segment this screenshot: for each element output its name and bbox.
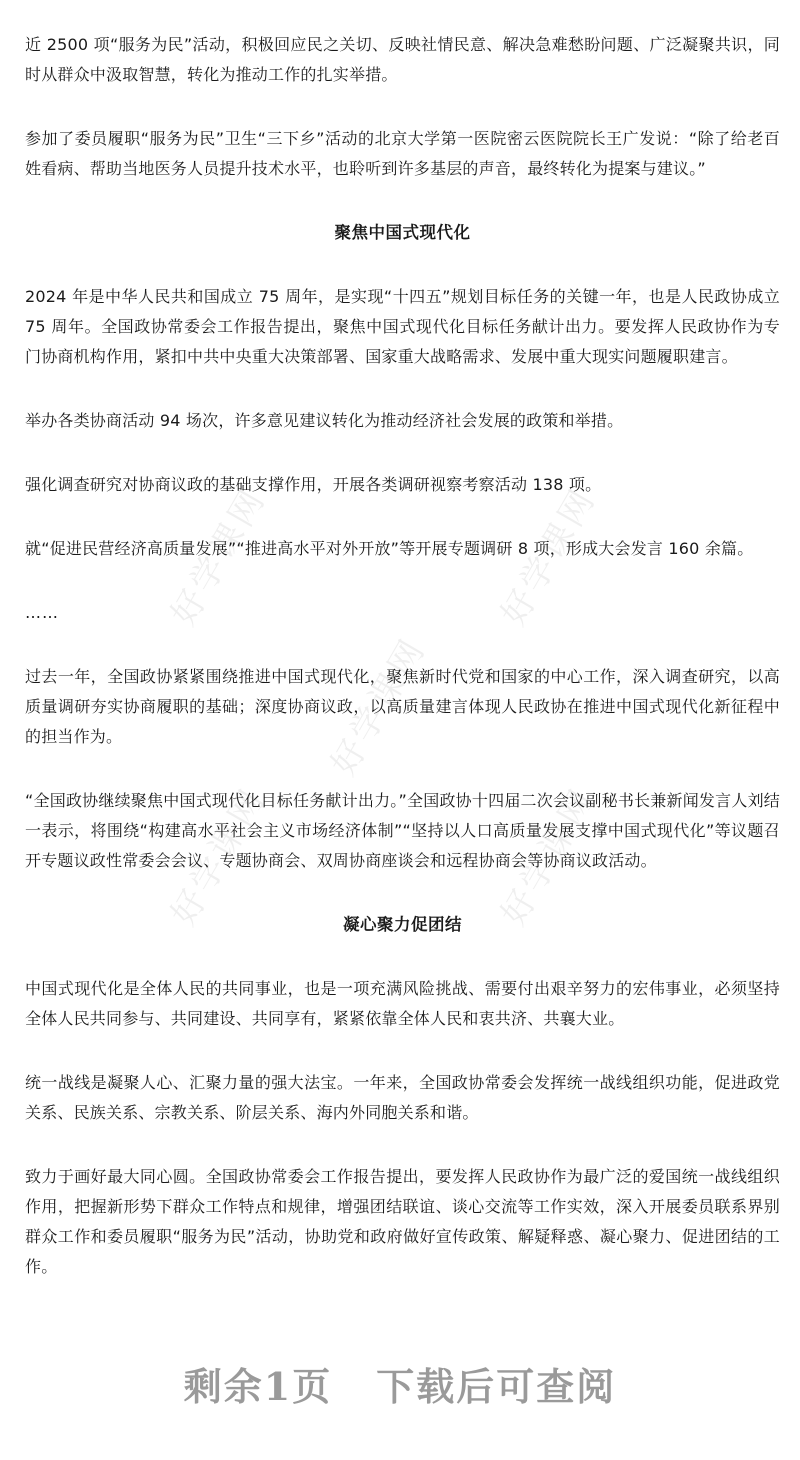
paragraph: 2024 年是中华人民共和国成立 75 周年，是实现“十四五”规划目标任务的关键一年，也是人民政协成立 75 周年。全国政协常委会工作报告提出，聚焦中国式现代化目标任务献计出力。要发挥人民政协作为专门协商机构作用，紧扣中共中央重大决策部署、国家重大战略需求、发展中重大现实问题履职建言。: [25, 287, 780, 366]
watermark-5: 好学课网: [493, 780, 605, 933]
paragraph: 参加了委员履职“服务为民”卫生“三下乡”活动的北京大学第一医院密云医院院长王广发说：“除了给老百姓看病、帮助当地医务人员提升技术水平，也聆听到许多基层的声音，最终转化为提案与建议。”: [25, 129, 780, 178]
paragraph: 中国式现代化是全体人民的共同事业，也是一项充满风险挑战、需要付出艰辛努力的宏伟事业，必须坚持全体人民共同参与、共同建设、共同享有，紧紧依靠全体人民和衷共济、共襄大业。: [25, 979, 780, 1028]
paragraph: 举办各类协商活动 94 场次，许多意见建议转化为推动经济社会发展的政策和举措。: [25, 411, 624, 430]
section-heading: 聚焦中国式现代化: [334, 223, 471, 242]
section-heading: 凝心聚力促团结: [343, 915, 462, 934]
watermark-4: 好学课网: [163, 780, 275, 933]
ellipsis: ……: [25, 603, 59, 622]
paragraph: 过去一年，全国政协紧紧围绕推进中国式现代化，聚焦新时代党和国家的中心工作，深入调查研究，以高质量调研夯实协商履职的基础；深度协商议政，以高质量建言体现人民政协在推进中国式现代化新征程中的担当作为。: [25, 667, 780, 746]
download-to-view-label: 下载后可查阅: [376, 1364, 617, 1409]
download-banner[interactable]: [0, 1356, 800, 1411]
paragraph: 强化调查研究对协商议政的基础支撑作用，开展各类调研视察考察活动 138 项。: [25, 475, 602, 494]
watermark-3: 好学课网: [323, 630, 435, 783]
paragraph: 统一战线是凝聚人心、汇聚力量的强大法宝。一年来，全国政协常委会发挥统一战线组织功能，促进政党关系、民族关系、宗教关系、阶层关系、海内外同胞关系和谐。: [25, 1073, 780, 1122]
article-body: [25, 30, 780, 1316]
watermark-1: 好学课网: [163, 480, 275, 633]
remaining-pages-label: 剩余1页: [183, 1364, 333, 1409]
paragraph: “全国政协继续聚焦中国式现代化目标任务献计出力。”全国政协十四届二次会议副秘书长兼新闻发言人刘结一表示，将围绕“构建高水平社会主义市场经济体制”“坚持以人口高质量发展支撑中国式现代化”等议题召开专题议政性常委会会议、专题协商会、双周协商座谈会和远程协商会等协商议政活动。: [25, 791, 780, 870]
paragraph: 就“促进民营经济高质量发展”“推进高水平对外开放”等开展专题调研 8 项，形成大会发言 160 余篇。: [25, 539, 754, 558]
paragraph: 致力于画好最大同心圆。全国政协常委会工作报告提出，要发挥人民政协作为最广泛的爱国统一战线组织作用，把握新形势下群众工作特点和规律，增强团结联谊、谈心交流等工作实效，深入开展委员联系界别群众工作和委员履职“服务为民”活动，协助党和政府做好宣传政策、解疑释惑、凝心聚力、促进团结的工作。: [25, 1167, 780, 1276]
paragraph: 近 2500 项“服务为民”活动，积极回应民之关切、反映社情民意、解决急难愁盼问题、广泛凝聚共识，同时从群众中汲取智慧，转化为推动工作的扎实举措。: [25, 35, 780, 84]
watermark-2: 好学课网: [493, 480, 605, 633]
